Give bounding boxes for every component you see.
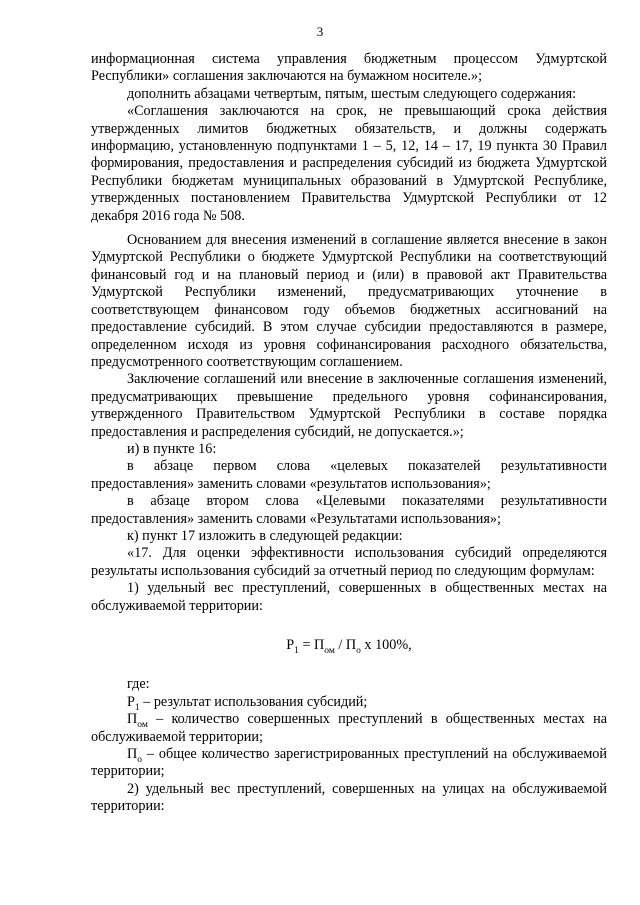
document-body — [91, 51, 607, 816]
paragraph: дополнить абзацами четвертым, пятым, шестым следующего содержания: — [127, 85, 577, 102]
definition: $П_о$ – общее количество зарегистрированных преступлений на обслуживаемой территории; — [91, 746, 607, 780]
definition: $П_{ом}$ – количество совершенных преступлений в общественных местах на обслуживаемой территории; — [91, 711, 607, 745]
paragraph: в абзаце первом слова «целевых показателей результативности предоставления» заменить словами «результатов использования»; — [91, 458, 607, 492]
paragraph: Заключение соглашений или внесение в заключенные соглашения изменений, предусматривающих превышение предельного уровня софинансирования, утвержденного Правительством Удмуртской Республики в составе порядка предоставления и распределения субсидий, не допускается.»; — [91, 371, 607, 440]
paragraph: и) в пункте 16: — [127, 440, 217, 457]
paragraph: «Соглашения заключаются на срок, не превышающий срока действия утвержденных лимитов бюджетных обязательств, и должны содержать информацию, установленную подпунктами 1 – 5, 12, 14 – 17, 19 пункта 30 Правил формирования, предоставления и распределения субсидий из бюджета Удмуртской Республики бюджетам муниципальных образований в Удмуртской Республике, утвержденных постановлением Правительства Удмуртской Республики от 12 декабря 2016 года № 508. — [91, 103, 607, 224]
paragraph: информационная система управления бюджетным процессом Удмуртской Республики» соглашения заключаются на бумажном носителе.»; — [91, 51, 607, 85]
paragraph: 2) удельный вес преступлений, совершенных на улицах на обслуживаемой территории: — [91, 780, 607, 815]
paragraph: к) пункт 17 изложить в следующей редакции: — [127, 527, 403, 544]
paragraph: в абзаце втором слова «Целевыми показателями результативности предоставления» заменить словами «Результатами использования»; — [91, 493, 607, 527]
page-number: 3 — [316, 24, 324, 39]
formula: $Р_1 = П_{ом} / П_о$ х 100%, — [286, 637, 412, 656]
definition: $Р_1$ – результат использования субсидий; — [127, 693, 368, 713]
paragraph: Основанием для внесения изменений в соглашение является внесение в закон Удмуртской Республики о бюджете Удмуртской Республики на соответствующий финансовый год и на плановый период и (или) в правовой акт Правительства Удмуртской Республики изменений, предусматривающих уточнение в соответствующем финансовом году объемов бюджетных ассигнований на предоставление субсидий. В этом случае субсидии предоставляются в размере, определенном исходя из уровня софинансирования расходного обязательства, предусмотренного соответствующим соглашением. — [91, 232, 607, 370]
paragraph: «17. Для оценки эффективности использования субсидий определяются результаты использования субсидий за отчетный период по следующим формулам: — [91, 545, 607, 579]
where-label: где: — [127, 676, 150, 693]
paragraph: 1) удельный вес преступлений, совершенных в общественных местах на обслуживаемой территории: — [91, 580, 607, 614]
